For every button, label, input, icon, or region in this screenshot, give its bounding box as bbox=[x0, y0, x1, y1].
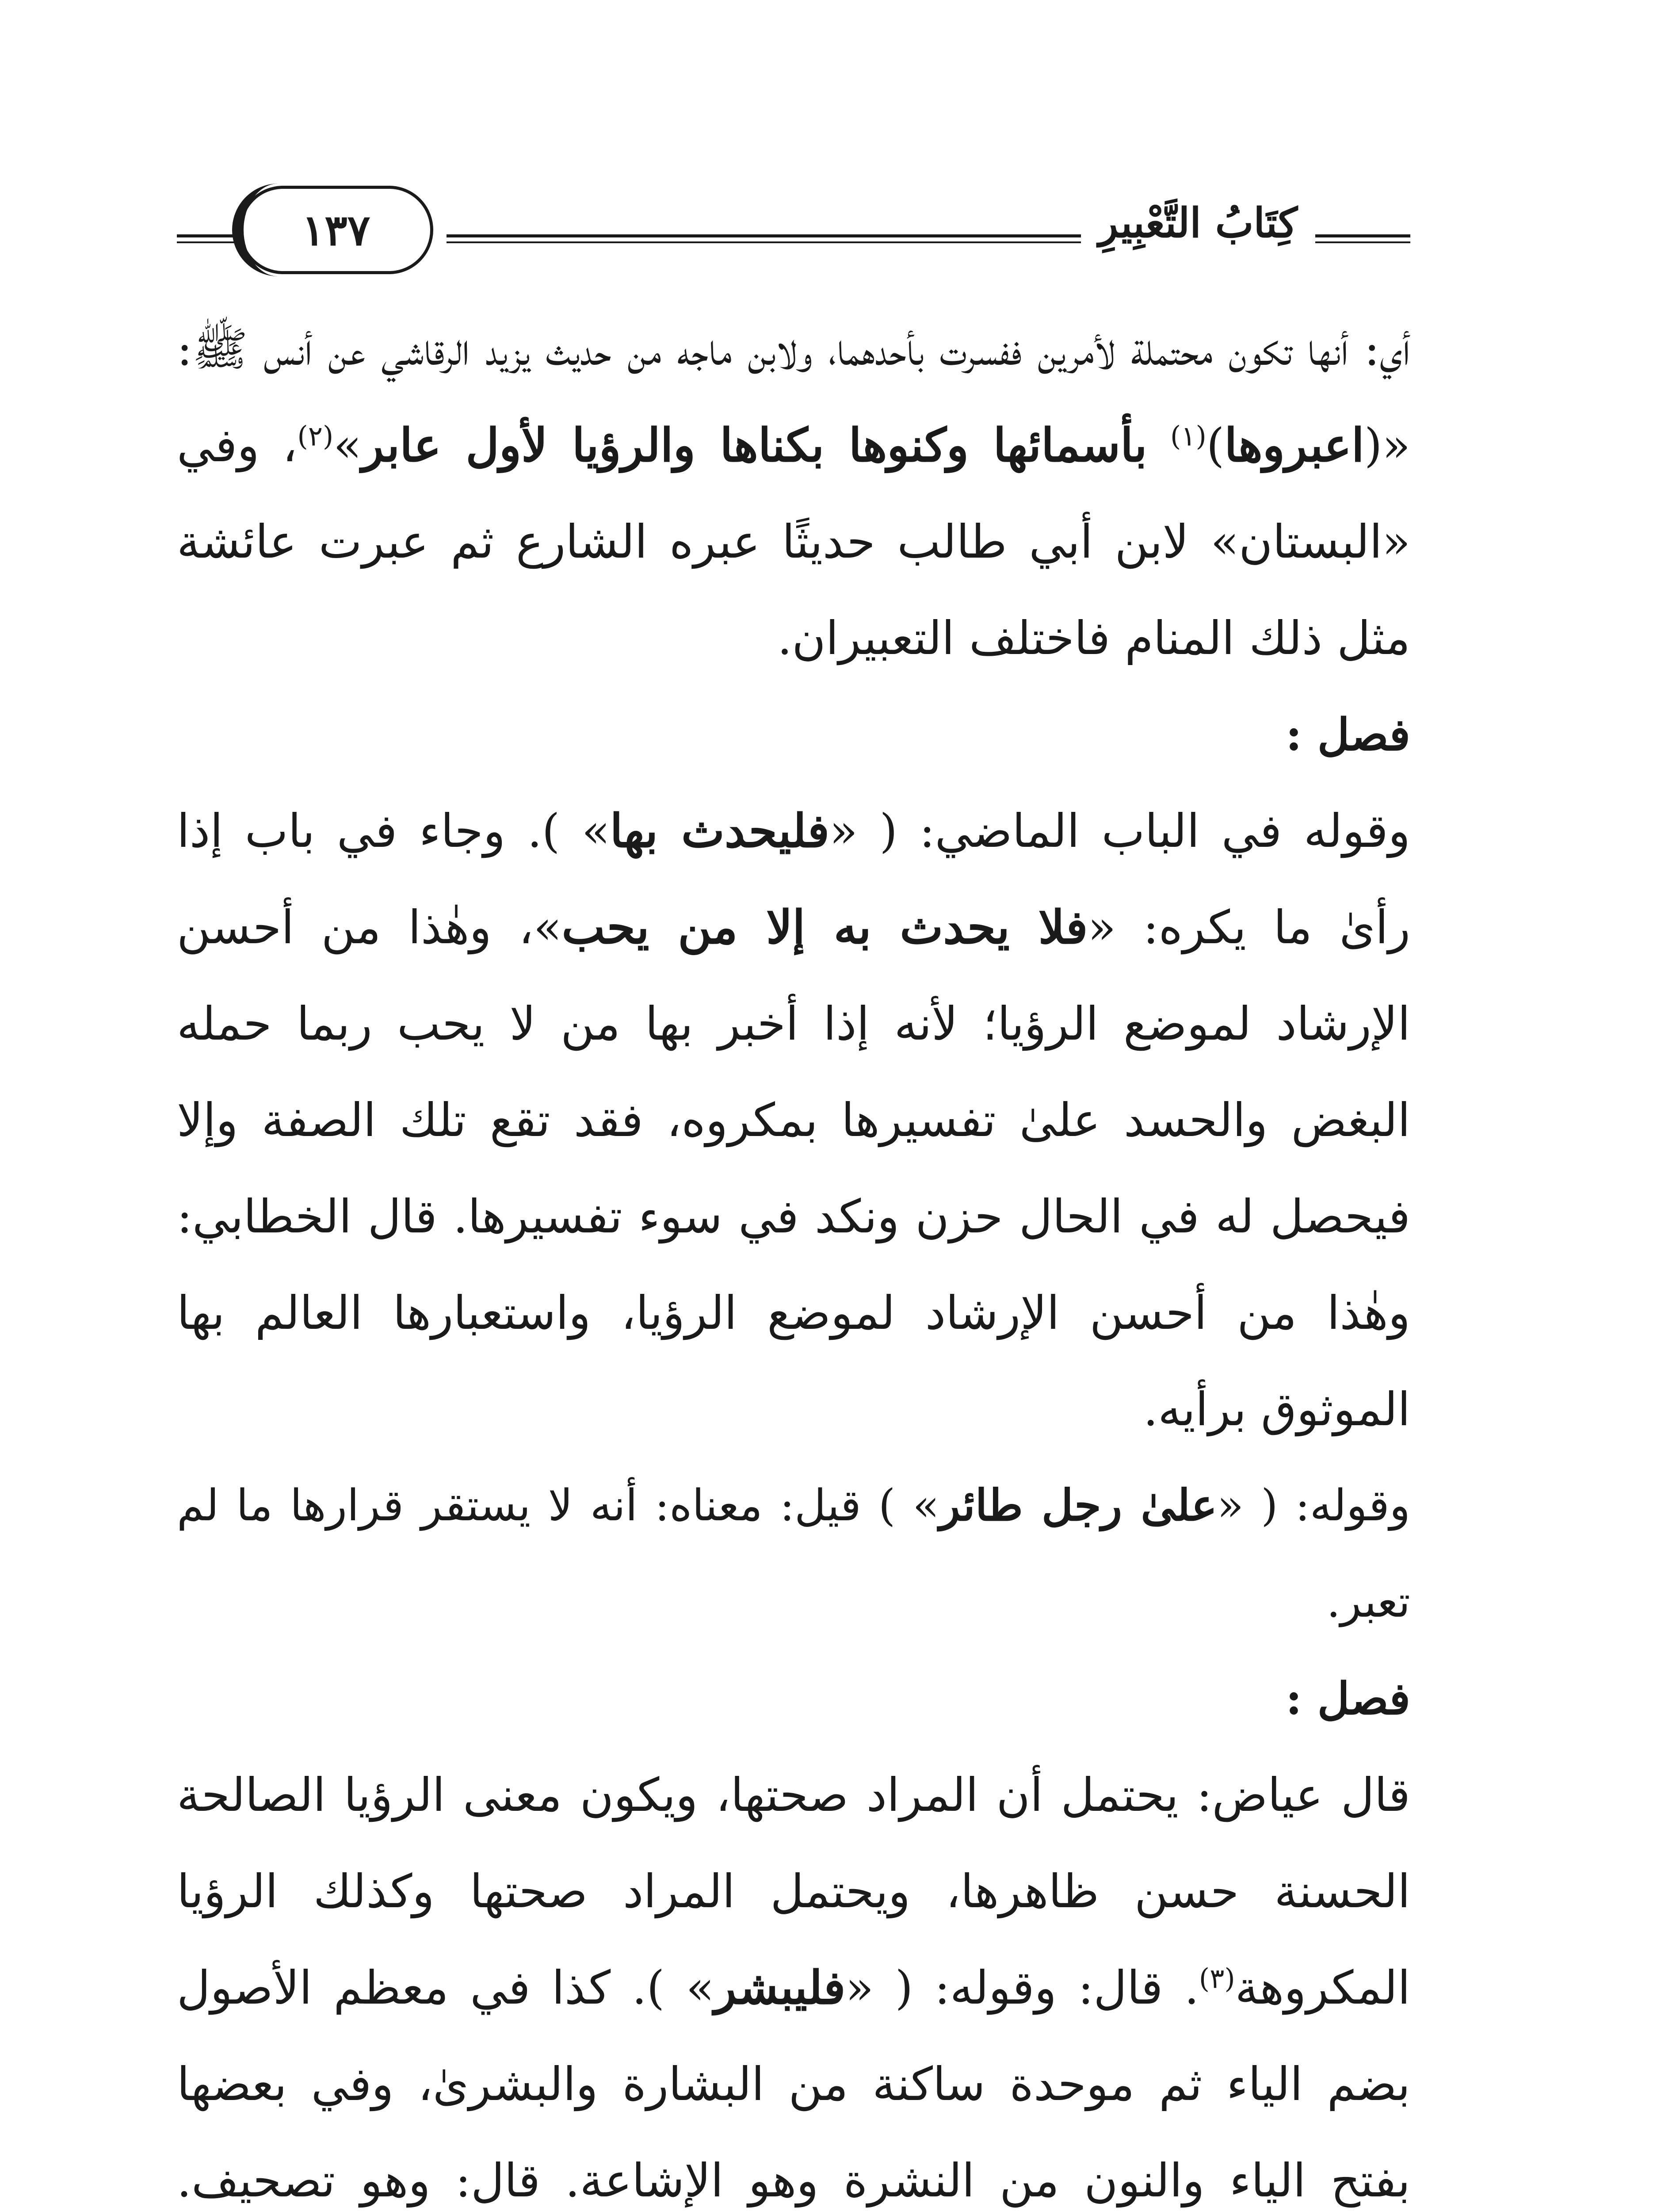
header-rule bbox=[447, 234, 1081, 237]
text-run: »، وهٰذا من أحسن الإرشاد لموضع الرؤيا؛ لأنه إذا أخبر بها من لا يحب ربما حمله البغض والحسد علىٰ تفسيرها بمكروه، فقد تقع تلك الصفة وإلا فيحصل له في الحال حزن ونكد في سوء تفسيرها. قال الخطابي: وهٰذا من أحسن الإرشاد لموضع الرؤيا، واستعبارها العالم بها الموثوق برأيه. bbox=[177, 900, 1411, 1436]
text-run bbox=[1147, 418, 1170, 472]
section-heading: فصل : bbox=[1286, 708, 1410, 761]
paragraph-1 bbox=[177, 301, 1410, 686]
running-title: كِتَابُ التَّعْبِيرِ bbox=[1098, 199, 1298, 247]
text-run: . قال: وقوله: ( « bbox=[845, 1961, 1199, 2015]
paragraph-3 bbox=[177, 1457, 1410, 1650]
page-number-badge bbox=[239, 186, 433, 274]
footnote-marker: (١) bbox=[1170, 420, 1207, 452]
page-body bbox=[177, 301, 1410, 2211]
header-rule bbox=[1315, 241, 1410, 243]
book-page bbox=[177, 168, 1410, 2211]
text-run: وقوله في الباب الماضي: ( « bbox=[829, 804, 1410, 858]
text-run: ) bbox=[1206, 418, 1225, 472]
page-header bbox=[177, 168, 1410, 283]
hadith-quote: فليحدث بها bbox=[610, 803, 830, 858]
header-rule bbox=[1315, 234, 1410, 237]
footnote-marker: (٣) bbox=[1199, 1962, 1235, 1995]
section-heading: فصل : bbox=[1286, 1672, 1410, 1725]
footnote-marker: (٢) bbox=[297, 420, 334, 452]
text-run: ، وفي «البستان» لابن أبي طالب حديثًا عبره الشارع ثم عبرت عائشة مثل ذلك المنام فاختلف التعبيران. bbox=[177, 418, 1411, 665]
paragraph-4 bbox=[177, 1747, 1410, 2211]
text-run: وقوله: ( « bbox=[1217, 1480, 1410, 1531]
text-run: » bbox=[333, 418, 362, 472]
hadith-quote: اعبروها bbox=[1224, 418, 1364, 472]
text-run: » ). كذا في معظم الأصول بضم الياء ثم موحدة ساكنة من البشارة والبشرىٰ، وفي بعضها بفتح الياء والنون من النشرة وهو الإشاعة. قال: وهو تصحيف. bbox=[177, 1961, 1410, 2207]
text-run: أي: أنها تكون محتملة لأمرين ففسرت بأحدهما، ولابن ماجه من حديث يزيد الرقاشي عن أنس ﷺ: «( bbox=[177, 322, 1411, 472]
paragraph-2 bbox=[177, 783, 1410, 1457]
hadith-quote: فليبشر bbox=[714, 1960, 846, 2015]
text-run: قال عياض: يحتمل أن المراد صحتها، ويكون معنى الرؤيا الصالحة الحسنة حسن ظاهرها، ويحتمل المراد صحتها وكذلك الرؤيا المكروهة bbox=[177, 1768, 1410, 2015]
header-rule bbox=[447, 241, 1081, 243]
hadith-quote: فلا يحدث به إلا من يحب bbox=[561, 900, 1088, 954]
page-number: ١٣٧ bbox=[302, 205, 370, 255]
text-run: » ) قيل: معناه: أنه لا يستقر قرارها ما لم تعبر. bbox=[177, 1480, 1410, 1627]
text-run: » ). وجاء في باب إذا رأىٰ ما يكره: « bbox=[177, 804, 1410, 954]
hadith-quote: علىٰ رجل طائر bbox=[939, 1480, 1217, 1531]
hadith-quote: بأسمائها وكنوها بكناها والرؤيا لأول عابر bbox=[361, 418, 1147, 472]
